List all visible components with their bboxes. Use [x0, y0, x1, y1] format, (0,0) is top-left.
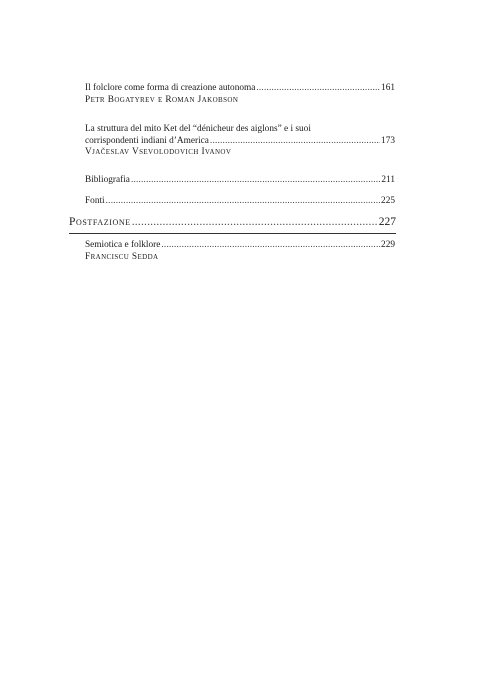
toc-entry — [85, 240, 395, 263]
leader-dots — [161, 240, 380, 252]
leader-dots — [106, 196, 380, 208]
leader-dots — [210, 136, 380, 148]
toc-page-number: 161 — [381, 83, 395, 93]
toc-entry-author: Petr Bogatyrev e Roman Jakobson — [85, 94, 239, 105]
leader-dots — [132, 216, 378, 228]
toc-line — [85, 196, 395, 208]
toc-entry-title: Il folclore come forma di creazione autonoma — [85, 83, 256, 93]
toc-entry — [85, 175, 395, 187]
toc-entry-author: Franciscu Sedda — [85, 251, 159, 262]
toc-line — [85, 136, 395, 148]
toc-entry — [85, 124, 395, 159]
toc-entry — [85, 196, 395, 208]
toc-page-number: 173 — [381, 135, 395, 146]
toc-line — [85, 240, 395, 252]
toc-entry-title-line2: corrispondenti indiani d’America — [85, 135, 209, 146]
toc-page-number: 225 — [381, 196, 395, 206]
toc-entry-title-line1: La struttura del mito Ket del “dénicheur des aiglons” e i suoi — [85, 124, 311, 134]
toc-line — [85, 175, 395, 187]
toc-entry-title: Semiotica e folklore — [85, 240, 161, 250]
toc-page-number: 211 — [381, 175, 395, 185]
toc-line — [85, 83, 395, 95]
toc-entry — [85, 83, 395, 106]
toc-section — [69, 216, 396, 228]
toc-entry-title: Bibliografia — [85, 175, 130, 185]
toc-section-page: 227 — [378, 216, 396, 228]
toc-entry-title: Fonti — [85, 196, 105, 206]
toc-section-title: Postfazione — [69, 216, 131, 228]
leader-dots — [131, 175, 380, 187]
toc-section-line — [69, 216, 396, 228]
leader-dots — [256, 83, 380, 95]
section-divider — [69, 233, 396, 234]
toc-page-number: 229 — [381, 240, 395, 250]
toc-entry-author: Vjačeslav Vsevolodovich Ivanov — [85, 147, 232, 157]
